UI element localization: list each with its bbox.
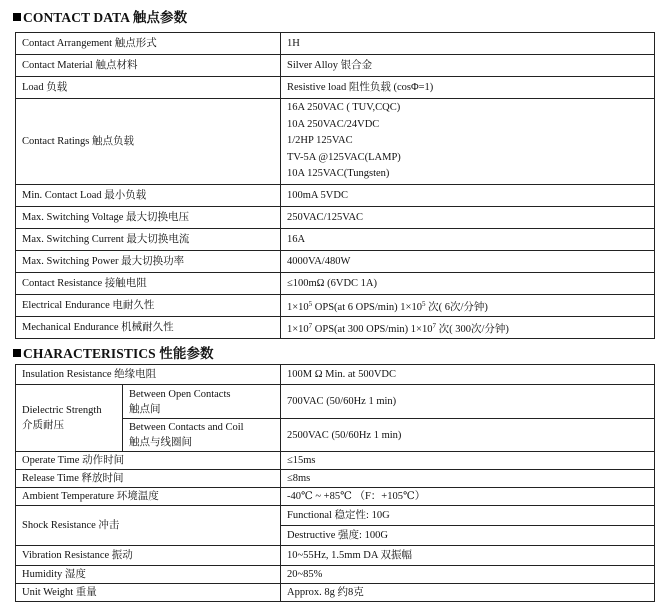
square-bullet-icon [13, 13, 21, 21]
contacts-coil-label-cn: 触点与线圈间 [129, 437, 192, 448]
dielectric-strength-label [16, 385, 123, 452]
insulation-resistance-label: Insulation Resistance 绝缘电阻 [16, 365, 281, 385]
exponent: 5 [308, 299, 313, 308]
endurance-text: 次( 6次/分钟) [425, 301, 488, 313]
contacts-coil-value: 2500VAC (50/60Hz 1 min) [281, 419, 655, 452]
table-row [16, 546, 655, 566]
unit-weight-value: Approx. 8g 约8克 [281, 584, 655, 602]
contact-ratings-label: Contact Ratings 触点负载 [16, 99, 281, 185]
rating-line: TV-5A @125VAC(LAMP) [287, 151, 401, 163]
ambient-temperature-label: Ambient Temperature 环境温度 [16, 488, 281, 506]
characteristics-table [15, 364, 655, 602]
contact-arrangement-value: 1H [281, 33, 655, 55]
mechanical-endurance-value [281, 317, 655, 339]
exponent: 7 [432, 321, 436, 330]
endurance-text: 1×10 [287, 323, 309, 335]
table-row [16, 584, 655, 602]
contact-resistance-label: Contact Resistance 接触电阻 [16, 273, 281, 295]
max-switching-power-label: Max. Switching Power 最大切换功率 [16, 251, 281, 273]
table-row [16, 55, 655, 77]
humidity-label: Humidity 湿度 [16, 566, 281, 584]
release-time-value: ≤8ms [281, 470, 655, 488]
table-row [16, 488, 655, 506]
max-switching-power-value: 4000VA/480W [281, 251, 655, 273]
table-row [16, 273, 655, 295]
electrical-endurance-value [281, 295, 655, 317]
contact-data-title: CONTACT DATA 触点参数 [23, 10, 188, 25]
table-row [16, 207, 655, 229]
table-row [16, 506, 655, 526]
release-time-label: Release Time 释放时间 [16, 470, 281, 488]
open-contacts-value: 700VAC (50/60Hz 1 min) [281, 385, 655, 419]
table-row [16, 385, 655, 419]
contact-material-label: Contact Material 触点材料 [16, 55, 281, 77]
contact-data-table [15, 32, 655, 339]
operate-time-value: ≤15ms [281, 452, 655, 470]
min-contact-load-label: Min. Contact Load 最小负载 [16, 185, 281, 207]
table-row [16, 566, 655, 584]
table-row [16, 365, 655, 385]
unit-weight-label: Unit Weight 重量 [16, 584, 281, 602]
table-row [16, 33, 655, 55]
rating-line: 10A 250VAC/24VDC [287, 118, 380, 130]
rating-line: 10A 125VAC(Tungsten) [287, 168, 390, 180]
max-switching-current-value: 16A [281, 229, 655, 251]
table-row [16, 295, 655, 317]
vibration-resistance-label: Vibration Resistance 振动 [16, 546, 281, 566]
contact-arrangement-label: Contact Arrangement 触点形式 [16, 33, 281, 55]
table-row [16, 185, 655, 207]
ambient-temperature-value: -40℃ ~ +85℃ （F：+105℃） [281, 488, 655, 506]
open-contacts-label-en: Between Open Contacts [129, 388, 231, 400]
endurance-text: OPS(at 300 OPS/min) 1×10 [312, 323, 433, 335]
contact-resistance-value: ≤100mΩ (6VDC 1A) [281, 273, 655, 295]
shock-functional-value: Functional 稳定性: 10G [281, 506, 655, 526]
contact-material-value: Silver Alloy 银合金 [281, 55, 655, 77]
endurance-text: 1×10 [287, 301, 309, 313]
exponent: 7 [308, 321, 313, 330]
table-row [16, 229, 655, 251]
max-switching-current-label: Max. Switching Current 最大切换电流 [16, 229, 281, 251]
vibration-resistance-value: 10~55Hz, 1.5mm DA 双振幅 [281, 546, 655, 566]
max-switching-voltage-label: Max. Switching Voltage 最大切换电压 [16, 207, 281, 229]
table-row [16, 452, 655, 470]
characteristics-heading [13, 342, 214, 362]
table-row [16, 77, 655, 99]
table-row [16, 251, 655, 273]
open-contacts-label-cn: 触点间 [129, 403, 161, 415]
endurance-text: 次( 300次/分钟) [435, 323, 509, 335]
exponent: 5 [421, 299, 426, 308]
table-row [16, 317, 655, 339]
table-row [16, 470, 655, 488]
rating-line: 1/2HP 125VAC [287, 135, 353, 147]
contacts-coil-label [123, 419, 281, 452]
rating-line: 16A 250VAC ( TUV,CQC) [287, 102, 401, 114]
operate-time-label: Operate Time 动作时间 [16, 452, 281, 470]
min-contact-load-value: 100mA 5VDC [281, 185, 655, 207]
characteristics-title: CHARACTERISTICS 性能参数 [23, 346, 214, 361]
max-switching-voltage-value: 250VAC/125VAC [281, 207, 655, 229]
contact-ratings-values [281, 99, 655, 185]
contacts-coil-label-en: Between Contacts and Coil [129, 422, 244, 433]
table-row [16, 99, 655, 185]
shock-resistance-label: Shock Resistance 冲击 [16, 506, 281, 546]
electrical-endurance-label: Electrical Endurance 电耐久性 [16, 295, 281, 317]
load-value: Resistive load 阻性负载 (cosΦ=1) [281, 77, 655, 99]
shock-destructive-value: Destructive 强度: 100G [281, 526, 655, 546]
humidity-value: 20~85% [281, 566, 655, 584]
insulation-resistance-value: 100M Ω Min. at 500VDC [281, 365, 655, 385]
open-contacts-label [123, 385, 281, 419]
endurance-text: OPS(at 6 OPS/min) 1×10 [312, 301, 422, 313]
dielectric-label-en: Dielectric Strength [22, 405, 102, 416]
load-label: Load 负载 [16, 77, 281, 99]
dielectric-label-cn: 介质耐压 [22, 420, 64, 431]
mechanical-endurance-label: Mechanical Endurance 机械耐久性 [16, 317, 281, 339]
contact-data-heading [13, 6, 187, 26]
square-bullet-icon [13, 349, 21, 357]
